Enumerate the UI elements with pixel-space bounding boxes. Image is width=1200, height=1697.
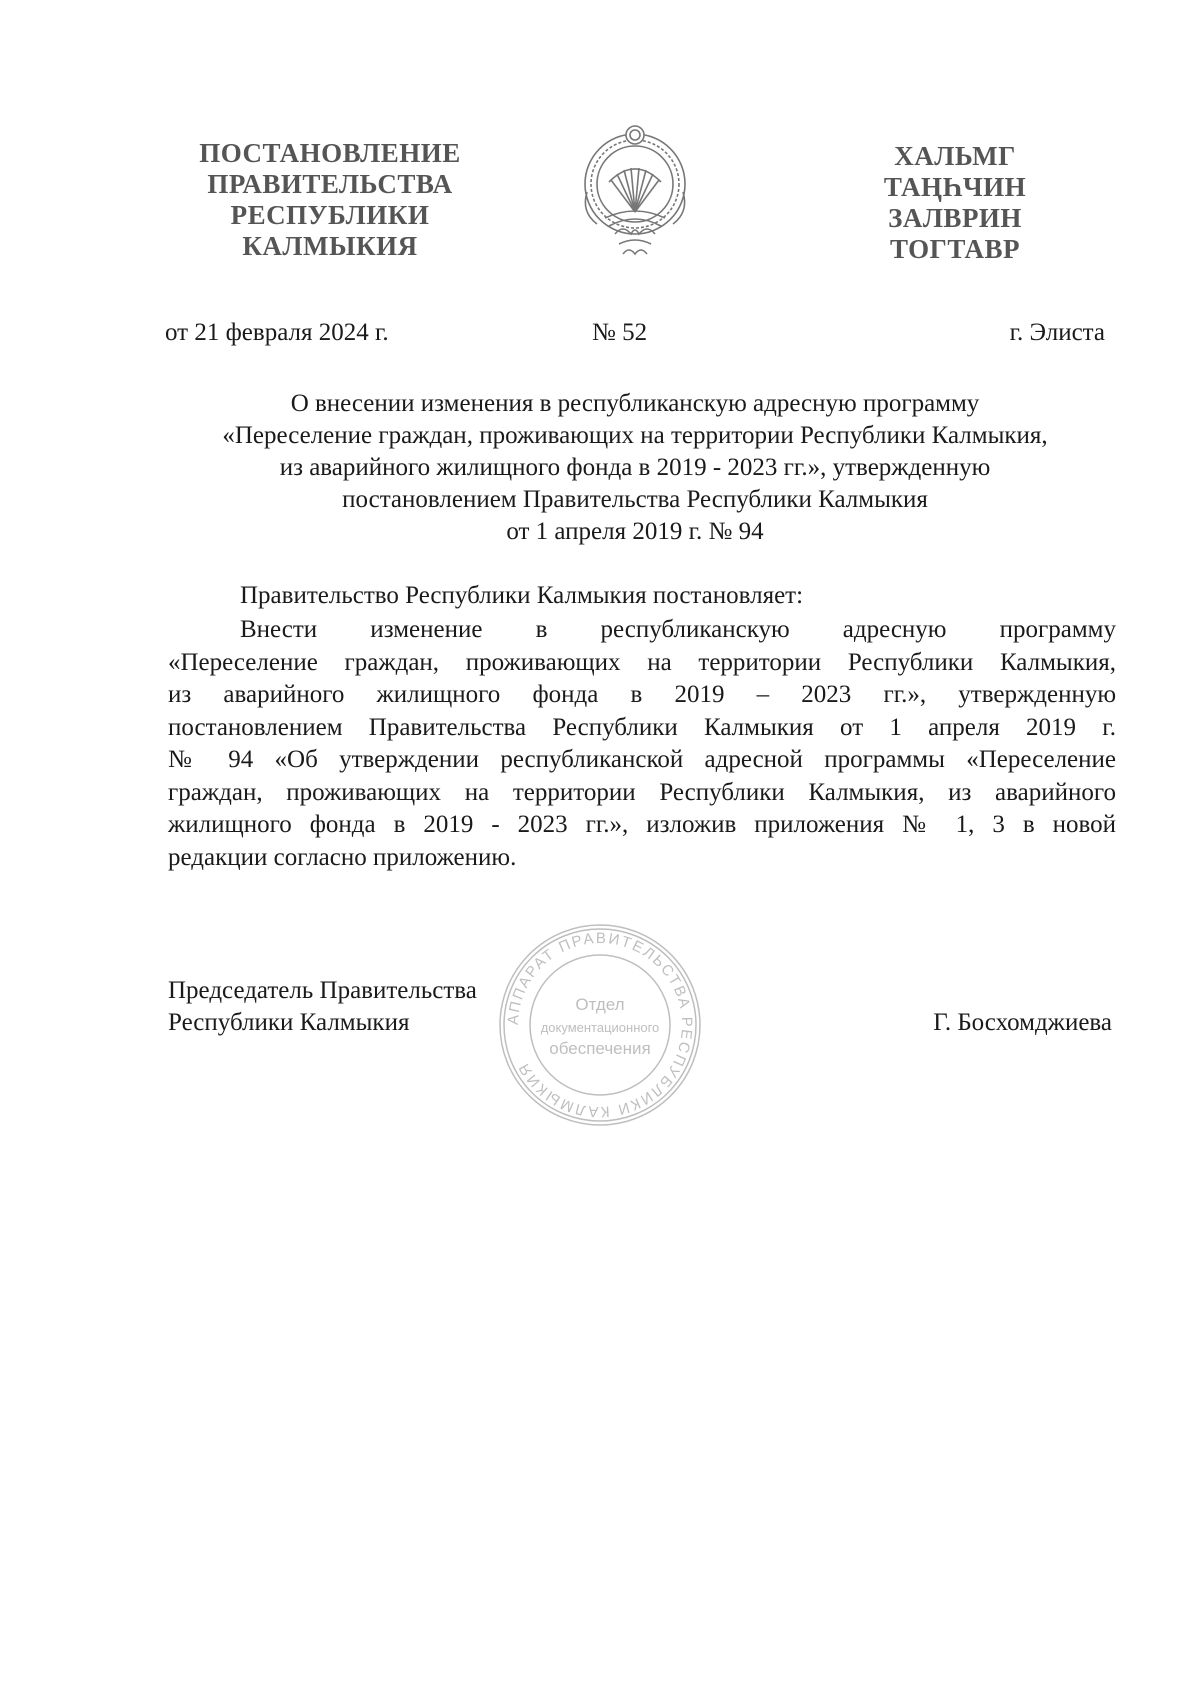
kalmykia-coat-of-arms-icon (575, 122, 695, 272)
body-line: из аварийного жилищного фонда в 2019 – 2023 гг.», утвержденную (168, 681, 1116, 708)
decree-date: от 21 февраля 2024 г. (165, 319, 389, 346)
subject-line: от 1 апреля 2019 г. № 94 (506, 518, 764, 545)
subject-line: «Переселение граждан, проживающих на территории Республики Калмыкия, (222, 422, 1048, 449)
official-round-stamp-icon (495, 920, 705, 1130)
stamp-center-line: обеспечения (549, 1039, 651, 1058)
header-right-line: ТОГТАВР (890, 234, 1020, 264)
header-left-line: ПОСТАНОВЛЕНИЕ (199, 138, 461, 168)
body-line: жилищного фонда в 2019 - 2023 гг.», изложив приложения № 1, 3 в новой (168, 811, 1116, 838)
subject-line: О внесении изменения в республиканскую адресную программу (290, 390, 980, 417)
stamp-ring-text: АППАРАТ ПРАВИТЕЛЬСТВА РЕСПУБЛИКИ КАЛМЫКИЯ (504, 929, 696, 1121)
body-line: постановлением Правительства Республики Калмыкия от 1 апреля 2019 г. (168, 713, 1116, 741)
decree-body-paragraph (168, 614, 1116, 874)
subject-line: из аварийного жилищного фонда в 2019 - 2023 гг.», утвержденную (279, 454, 991, 481)
body-line: редакции согласно приложению. (168, 843, 517, 871)
header-left-line: РЕСПУБЛИКИ (230, 200, 430, 230)
decree-subject (160, 388, 1110, 548)
header-right-line: ХАЛЬМГ (894, 141, 1016, 171)
signatory-position-line: Республики Калмыкия (168, 1009, 410, 1036)
header-title-kalmyk (860, 141, 1050, 265)
subject-line: постановлением Правительства Республики Калмыкия (342, 486, 928, 513)
header-left-line: КАЛМЫКИЯ (242, 231, 418, 261)
decree-city: г. Элиста (1009, 319, 1105, 346)
decree-intro: Правительство Республики Калмыкия постановляет: (240, 582, 804, 609)
header-right-line: ТАҢҺЧИН (883, 172, 1027, 202)
decree-number: № 52 (592, 319, 648, 346)
body-line: граждан, проживающих на территории Республики Калмыкия, из аварийного (168, 778, 1116, 806)
signatory-position (168, 975, 477, 1039)
signatory-position-line: Председатель Правительства (168, 977, 477, 1004)
body-line: «Переселение граждан, проживающих на территории Республики Калмыкия, (168, 648, 1116, 676)
signatory-name: Г. Босхомджиева (933, 1009, 1112, 1036)
stamp-center-line: Отдел (575, 995, 625, 1014)
header-right-line: ЗАЛВРИН (888, 203, 1022, 233)
body-line: № 94 «Об утверждении республиканской адресной программы «Переселение (168, 746, 1116, 773)
body-line: Внести изменение в республиканскую адресную программу (240, 616, 1116, 643)
stamp-center-line: документационного (540, 1020, 660, 1035)
header-left-line: ПРАВИТЕЛЬСТВА (207, 169, 453, 199)
header-title-russian (180, 138, 480, 262)
